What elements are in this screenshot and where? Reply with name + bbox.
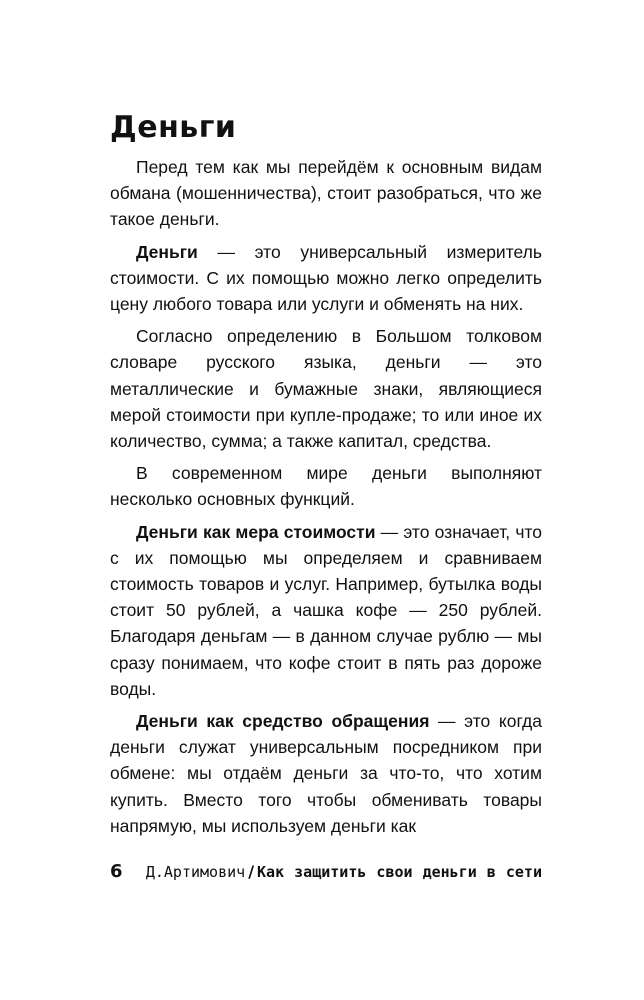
paragraph-6-text: — это когда деньги служат универсальным посредником при обмене: мы отдаём деньги за что-то, что хотим купить. Вместо того чтобы обменивать товары напрямую, мы используем деньги как (110, 711, 543, 836)
running-head-author: Д.Артимович (145, 863, 246, 881)
body-text (110, 154, 542, 845)
page-number: 6 (110, 861, 123, 882)
paragraph-2-text: — это универсальный измеритель стоимости. С их помощью можно легко определить цену любого товара или услуги и обменять на них. (110, 241, 542, 315)
paragraph-1-text: Перед тем как мы перейдём к основным видам обмана (мошенничества), стоит разобраться, что же такое деньги. (110, 157, 542, 230)
book-page (110, 0, 542, 1000)
running-head-book-title: Как защитить свои деньги в сети (257, 863, 542, 881)
page-footer (110, 860, 542, 884)
chapter-heading: Деньги (110, 110, 237, 145)
paragraph-5-text: — это означает, что с их помощью мы определяем и сравниваем стоимость товаров и услуг. Например, бутылка воды стоит 50 рублей, а чашка кофе — 250 рублей. Благодаря деньгам — в данном случае рублю — мы сразу понимаем, что кофе стоит в пять раз дороже воды. (110, 521, 542, 699)
paragraph-6-term: Деньги как средство обращения (136, 711, 430, 732)
paragraph-4-text: В современном мире деньги выполняют несколько основных функций. (110, 463, 542, 510)
paragraph-1 (110, 154, 542, 233)
paragraph-2 (110, 239, 542, 318)
paragraph-2-term: Деньги (136, 241, 198, 262)
paragraph-5-term: Деньги как мера стоимости (136, 521, 376, 542)
paragraph-3 (110, 323, 542, 454)
running-head (146, 860, 542, 884)
paragraph-5 (110, 519, 542, 702)
paragraph-3-text: Согласно определению в Большом толковом словаре русского языка, деньги — это металлические и бумажные знаки, являющиеся мерой стоимости при купле-продаже; то или иное их количество, сумма; а также капитал, средства. (110, 326, 542, 452)
paragraph-4 (110, 460, 542, 512)
paragraph-6 (110, 708, 542, 839)
running-head-separator: / (248, 862, 255, 881)
